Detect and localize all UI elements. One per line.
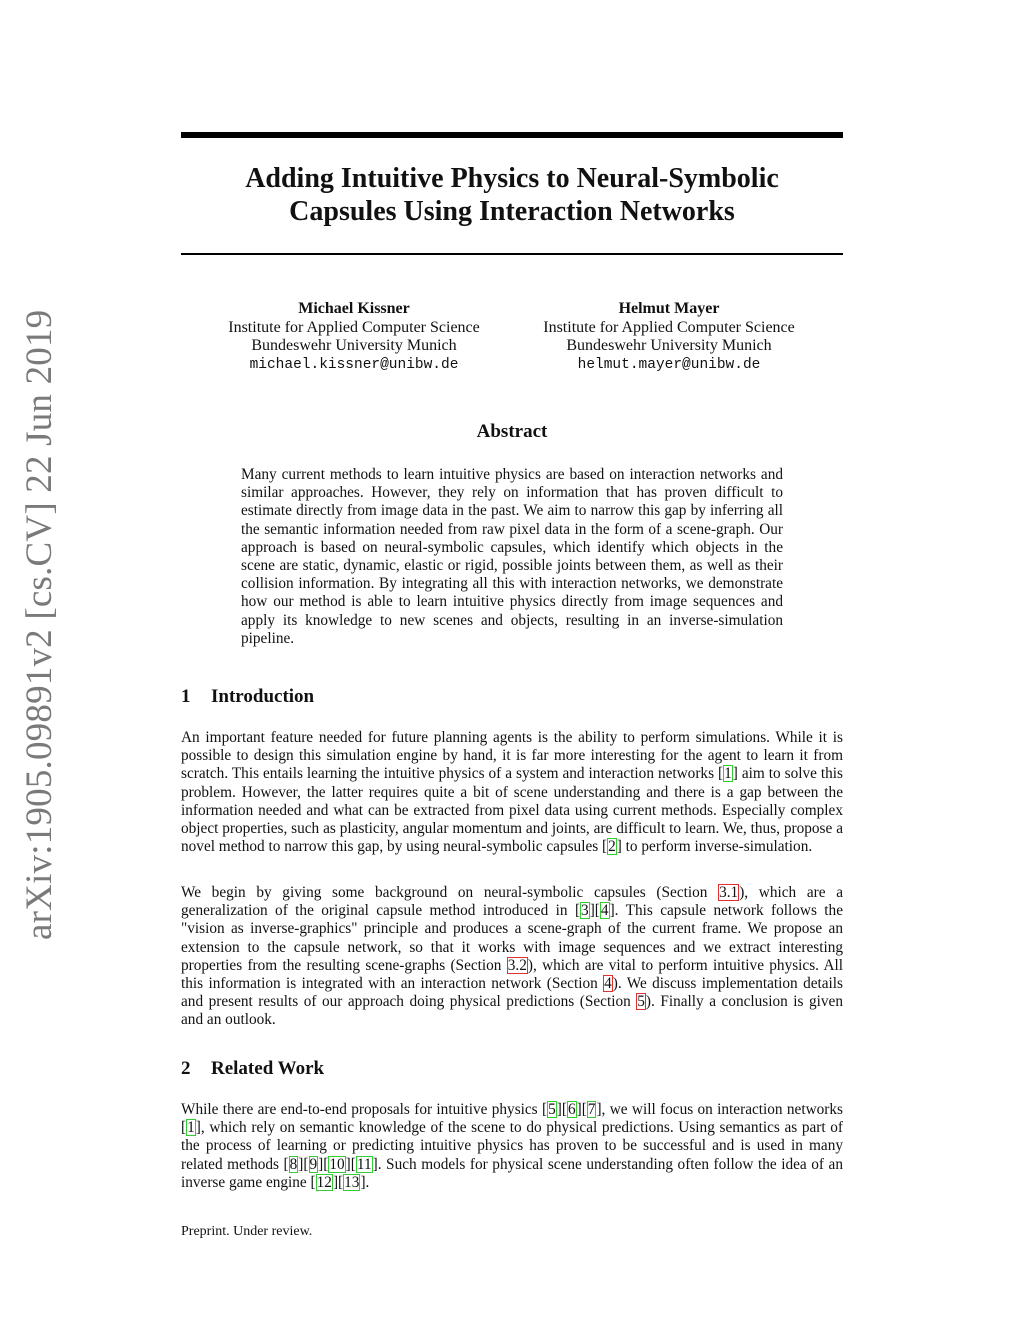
author-email[interactable]: michael.kissner@unibw.de bbox=[249, 356, 459, 373]
citation-link[interactable]: 1 bbox=[724, 765, 732, 783]
citation-link[interactable]: 5 bbox=[548, 1101, 556, 1118]
related-work-paragraph-1 bbox=[181, 1101, 843, 1192]
section-heading-introduction bbox=[181, 686, 843, 708]
text-run: ][ bbox=[589, 902, 600, 920]
author-name: Michael Kissner bbox=[298, 300, 410, 317]
author-name: Helmut Mayer bbox=[618, 300, 720, 317]
citation-link[interactable]: 8 bbox=[289, 1155, 298, 1173]
paper-title-line-2: Capsules Using Interaction Networks bbox=[289, 196, 735, 227]
text-run: ), which are a generalization of the original capsule method introduced in [ bbox=[181, 884, 843, 920]
text-run: We begin by giving some background on neural-symbolic capsules (Section bbox=[181, 884, 719, 901]
section-reference-link[interactable]: 4 bbox=[604, 975, 612, 993]
author-institute: Institute for Applied Computer Science bbox=[228, 318, 480, 336]
author-email[interactable]: helmut.mayer@unibw.de bbox=[577, 356, 761, 373]
text-run: ][ bbox=[298, 1155, 309, 1173]
text-run: ), which are vital to perform intuitive physics. All this information is integrated with an interaction network (Section bbox=[181, 956, 844, 993]
section-reference-link[interactable]: 3.1 bbox=[719, 884, 739, 901]
section-reference-link[interactable]: 3.2 bbox=[507, 956, 527, 974]
section-heading-related-work bbox=[181, 1058, 843, 1080]
preprint-footer: Preprint. Under review. bbox=[181, 1224, 313, 1239]
introduction-paragraph-2 bbox=[181, 884, 843, 1030]
text-run: ). We discuss implementation details and present results of our approach doing physical predictions (Section bbox=[181, 975, 843, 1011]
text-run: ]. Such models for physical scene understanding often follow the idea of an inverse game engine [ bbox=[181, 1155, 843, 1191]
citation-link[interactable]: 4 bbox=[600, 902, 609, 920]
text-run: An important feature needed for future planning agents is the ability to perform simulations. While it is possible to design this simulation engine by hand, it is far more interesting for the agent to learn it from scratch. This entails learning the intuitive physics of a system and interaction networks [ bbox=[181, 729, 843, 783]
introduction-paragraph-1 bbox=[181, 729, 843, 856]
section-number: 1 bbox=[181, 686, 191, 707]
abstract-heading: Abstract bbox=[476, 421, 548, 442]
citation-link[interactable]: 9 bbox=[309, 1155, 318, 1173]
citation-link[interactable]: 2 bbox=[608, 838, 616, 856]
section-title: Related Work bbox=[211, 1058, 325, 1079]
text-run: ). Finally a conclusion is given and an outlook. bbox=[181, 993, 843, 1029]
title-bottom-rule bbox=[181, 253, 843, 255]
text-run: ][ bbox=[345, 1155, 356, 1173]
abstract-text: Many current methods to learn intuitive physics are based on interaction networks and similar approaches. However, they rely on information that has proven difficult to estimate directly from image data in the past. We aim to narrow this gap by inferring all the semantic information needed from raw pixel data in the form of a scene-graph. Our approach is based on neural-symbolic capsules, which identify which objects in the scene are static, dynamic, elastic or rigid, possible joints between them, as well as their collision information. By integrating all this with interaction networks, we demonstrate how our method is able to learn intuitive physics directly from image sequences and apply its knowledge to new scenes and objects, resulting in an inverse-simulation pipeline. bbox=[241, 466, 783, 647]
author-university: Bundeswehr University Munich bbox=[566, 337, 772, 354]
text-run: While there are end-to-end proposals for intuitive physics [ bbox=[181, 1101, 548, 1118]
paper-title bbox=[181, 162, 843, 228]
author-university: Bundeswehr University Munich bbox=[251, 337, 457, 354]
text-run: ][ bbox=[318, 1155, 329, 1173]
citation-link[interactable]: 11 bbox=[356, 1155, 372, 1173]
text-run: ] to perform inverse-simulation. bbox=[616, 838, 813, 856]
author-block-2 bbox=[519, 300, 819, 374]
citation-link[interactable]: 3 bbox=[581, 902, 589, 920]
citation-link[interactable]: 7 bbox=[587, 1101, 596, 1118]
title-top-rule bbox=[181, 132, 843, 138]
citation-link[interactable]: 12 bbox=[316, 1173, 332, 1191]
text-run: ][ bbox=[556, 1101, 567, 1118]
paper-title-line-1: Adding Intuitive Physics to Neural-Symbolic bbox=[245, 163, 779, 194]
arxiv-identifier-stamp: arXiv:1905.09891v2 [cs.CV] 22 Jun 2019 bbox=[19, 309, 60, 940]
text-run: ]. This capsule network follows the "vision as inverse-graphics" principle and produces a scene-graph of the current frame. We propose an extension to the capsule network, so that it works with image sequences and we extract interesting properties from the resulting scene-graphs (Section bbox=[181, 902, 843, 974]
citation-link[interactable]: 1 bbox=[187, 1119, 195, 1137]
author-block-1 bbox=[204, 300, 504, 374]
section-title: Introduction bbox=[211, 686, 315, 707]
text-run: ][ bbox=[576, 1101, 587, 1118]
text-run: ][ bbox=[332, 1173, 344, 1191]
citation-link[interactable]: 6 bbox=[567, 1101, 576, 1118]
citation-link[interactable]: 13 bbox=[344, 1173, 360, 1191]
author-institute: Institute for Applied Computer Science bbox=[543, 318, 795, 336]
section-reference-link[interactable]: 5 bbox=[637, 993, 645, 1011]
text-run: ]. bbox=[360, 1173, 370, 1191]
text-run: ] aim to solve this problem. However, the latter requires quite a bit of scene understanding and there is a gap between the information needed and what can be extracted from pixel data using current methods. Especially complex object properties, such as plasticity, angular momentum and joints, are difficult to learn. We, thus, propose a novel method to narrow this gap, by using neural-symbolic capsules [ bbox=[181, 765, 843, 856]
citation-link[interactable]: 10 bbox=[329, 1155, 345, 1173]
section-number: 2 bbox=[181, 1058, 191, 1079]
text-run: ], which rely on semantic knowledge of the scene to do physical predictions. Using semantics as part of the process of learning or predicting intuitive physics has proven to be successful and is used in many related methods [ bbox=[181, 1119, 843, 1173]
text-run: ], we will focus on interaction networks [ bbox=[181, 1101, 843, 1137]
